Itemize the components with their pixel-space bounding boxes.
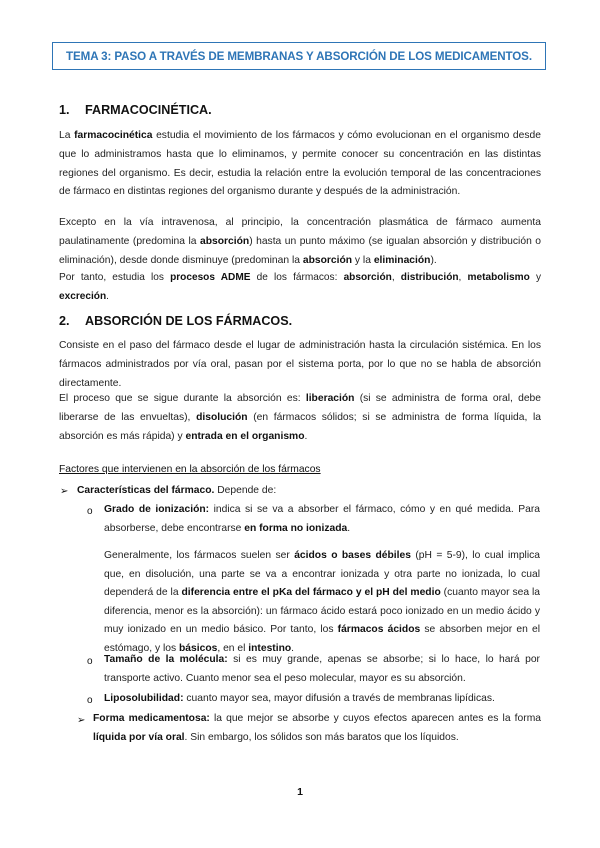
paragraph-ionizacion-detalle: Generalmente, los fármacos suelen ser ácidos o bases débiles (pH = 5-9), lo cual implica que, en disolución, una parte se va a encontrar ionizada y otra parte no ionizada, lo cual dependerá de la diferencia entre el pKa del fármaco y el pH del medio (cuanto mayor sea la diferencia, menor es la absorción): un fármaco ácido estará poco ionizado en un medio ácido y muy ionizado en un medio básico. Por tanto, los fármacos ácidos se absorben mejor en el estómago, y los básicos, en el intestino. (104, 550, 541, 654)
arrow-bullet-icon: ➢ (60, 486, 69, 497)
paragraph-adme: Por tanto, estudia los procesos ADME de los fármacos: absorción, distribución, metabolismo y excreción. (59, 272, 541, 302)
list-item-liposolubilidad: Liposolubilidad: cuanto mayor sea, mayor difusión a través de membranas lipídicas. (104, 693, 495, 704)
section-heading-farmacocinetica (59, 103, 212, 117)
arrow-bullet-icon: ➢ (77, 715, 86, 726)
paragraph-intravenosa: Excepto en la vía intravenosa, al principio, la concentración plasmática de fármaco aumenta paulatinamente (predomina la absorción) hasta un punto máximo (se igualan absorción y distribución o eliminación), desde donde disminuye (predominan la absorción y la eliminación). (59, 217, 542, 266)
section-number: 2. (59, 314, 70, 328)
list-item-forma-medicamentosa: Forma medicamentosa: la que mejor se absorbe y cuyos efectos aparecen antes es la forma líquida por vía oral. Sin embargo, los sólidos son más baratos que los líquidos. (93, 713, 541, 743)
paragraph-proceso-absorcion: El proceso que se sigue durante la absorción es: liberación (si se administra de forma oral, debe liberarse de las envueltas), disolución (en fármacos sólidos; si se administra de forma líquida, la absorción es más rápida) y entrada en el organismo. (59, 393, 541, 442)
section-heading-absorcion (59, 314, 292, 328)
circle-bullet-icon: o (87, 506, 93, 517)
page-title (52, 42, 546, 70)
circle-bullet-icon: o (87, 656, 93, 667)
list-item-ionizacion: Grado de ionización: indica si se va a absorber el fármaco, cómo y en qué medida. Para absorberse, debe encontrarse en forma no ionizada. (104, 504, 541, 534)
section-number: 1. (59, 103, 70, 117)
circle-bullet-icon: o (87, 695, 93, 706)
section-heading-text: ABSORCIÓN DE LOS FÁRMACOS. (85, 314, 293, 328)
paragraph-farmacocinetica-definition: La farmacocinética estudia el movimiento de los fármacos y cómo evolucionan en el organismo desde que lo administramos hasta que lo eliminamos, y permite conocer su concentración en las distintas regiones del organismo. Es decir, estudia la relación entre la evolución temporal de las concentraciones de fármaco en distintas regiones del organismo durante y después de la administración. (59, 130, 541, 198)
list-item-caracteristicas: Características del fármaco. Depende de: (77, 485, 277, 496)
list-item-tamano: Tamaño de la molécula: si es muy grande, apenas se absorbe; si lo hace, lo hará por transporte activo. Cuanto menor sea el peso molecular, mayor es su absorción. (104, 654, 540, 684)
page-number: 1 (297, 786, 303, 798)
section-heading-text: FARMACOCINÉTICA. (85, 103, 212, 117)
page-title-text: TEMA 3: PASO A TRAVÉS DE MEMBRANAS Y ABSORCIÓN DE LOS MEDICAMENTOS. (66, 49, 532, 63)
subheading-factores: Factores que intervienen en la absorción de los fármacos (59, 464, 321, 475)
paragraph-absorcion-definition: Consiste en el paso del fármaco desde el lugar de administración hasta la circulación sistémica. En los fármacos administrados por vía oral, pasan por el sistema porta, por lo que no se habla de absorción directamente. (59, 340, 541, 389)
